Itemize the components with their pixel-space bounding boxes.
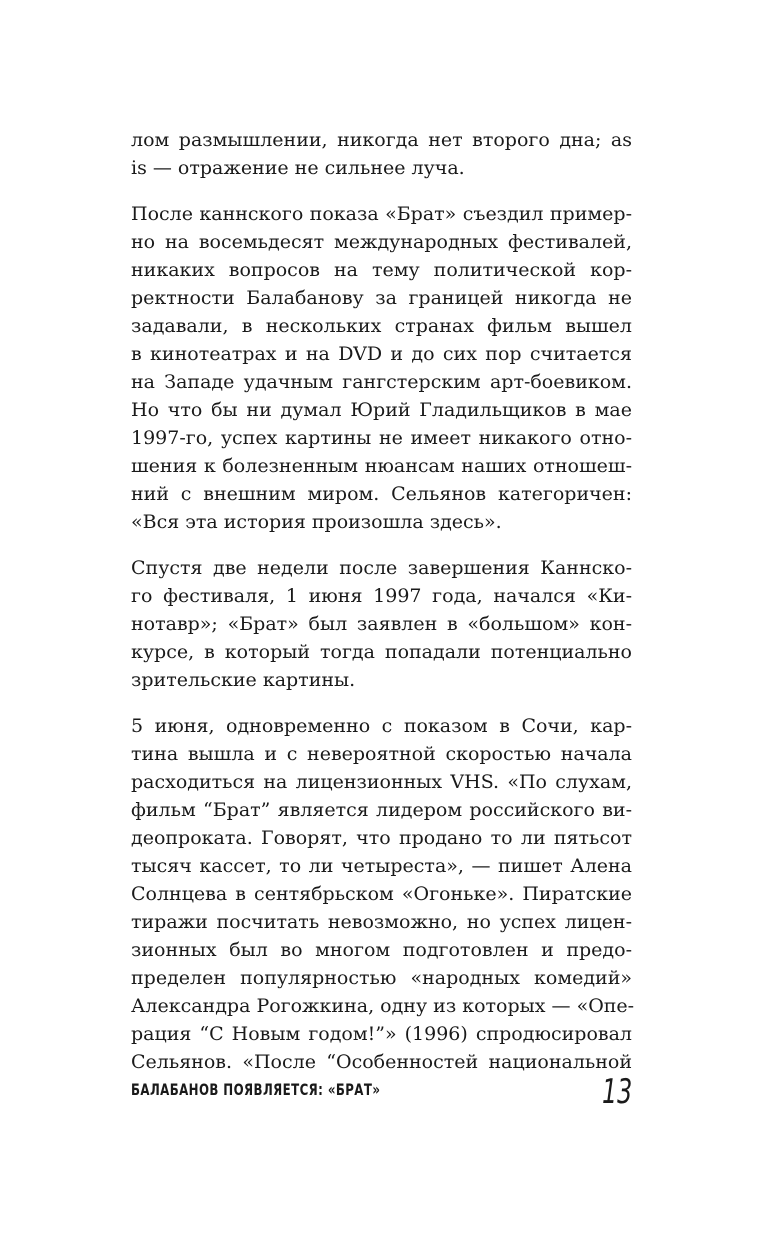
- text-line: После каннского показа «Брат» съездил пример-: [131, 203, 632, 225]
- text-line: курсе, в который тогда попадали потенциально: [131, 641, 632, 663]
- running-head: БАЛАБАНОВ ПОЯВЛЯЕТСЯ: «БРАТ»: [131, 1080, 381, 1099]
- text-line: зрительские картины.: [131, 669, 356, 691]
- text-line: нотавр»; «Брат» был заявлен в «большом» кон-: [131, 613, 632, 635]
- page-number: 13: [601, 1072, 632, 1112]
- text-line: на Западе удачным гангстерским арт-боевиком.: [131, 371, 632, 393]
- text-line: Александра Рогожкина, одну из которых — «Опе-: [131, 995, 635, 1017]
- paragraph-3: [131, 554, 632, 694]
- text-line: пределен популярностью «народных комедий»: [131, 967, 632, 989]
- text-line: лом размышлении, никогда нет второго дна; as: [131, 129, 632, 151]
- text-line: Спустя две недели после завершения Каннско-: [131, 557, 632, 579]
- text-line: «Вся эта история произошла здесь».: [131, 511, 502, 533]
- text-line: Солнцева в сентябрьском «Огоньке». Пиратские: [131, 883, 632, 905]
- text-line: ректности Балабанову за границей никогда не: [131, 287, 632, 309]
- text-line: задавали, в нескольких странах фильм вышел: [131, 315, 632, 337]
- paragraph-1: [131, 126, 632, 182]
- paragraph-4: [131, 712, 635, 1076]
- text-line: 1997-го, успех картины не имеет никакого отно-: [131, 427, 632, 449]
- text-line: деопроката. Говорят, что продано то ли пятьсот: [131, 827, 632, 849]
- text-line: тина вышла и с невероятной скоростью начала: [131, 743, 632, 765]
- page-footer: [131, 1072, 632, 1116]
- text-line: го фестиваля, 1 июня 1997 года, начался «Ки-: [131, 585, 632, 607]
- text-line: ний с внешним миром. Сельянов категоричен:: [131, 483, 632, 505]
- text-line: в кинотеатрах и на DVD и до сих пор считается: [131, 343, 632, 365]
- text-line: Но что бы ни думал Юрий Гладильщиков в мае: [131, 399, 632, 421]
- text-line: расходиться на лицензионных VHS. «По слухам,: [131, 771, 632, 793]
- text-line: но на восемьдесят международных фестивалей,: [131, 231, 632, 253]
- text-line: тиражи посчитать невозможно, но успех лицен-: [131, 911, 632, 933]
- paragraph-2: [131, 200, 632, 536]
- text-line: никаких вопросов на тему политической кор-: [131, 259, 632, 281]
- text-line: фильм “Брат” является лидером российского ви-: [131, 799, 632, 821]
- text-line: шения к болезненным нюансам наших отношеш-: [131, 455, 632, 477]
- text-line: тысяч кассет, то ли четыреста», — пишет Алена: [131, 855, 632, 877]
- text-line: рация “С Новым годом!”» (1996) спродюсировал: [131, 1023, 632, 1045]
- text-line: Сельянов. «После “Особенностей национальной: [131, 1051, 632, 1073]
- page-body: [131, 126, 635, 1094]
- text-line: зионных был во многом подготовлен и предо-: [131, 939, 632, 961]
- text-line: is — отражение не сильнее луча.: [131, 157, 465, 179]
- text-line: 5 июня, одновременно с показом в Сочи, кар-: [131, 715, 632, 737]
